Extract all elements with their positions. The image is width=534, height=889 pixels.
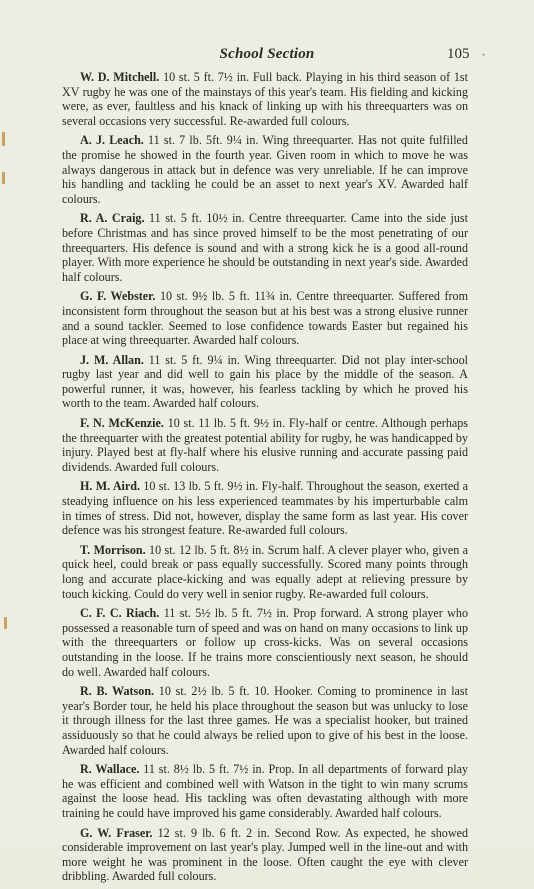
player-description: 10 st. 13 lb. 5 ft. 9½ in. Fly-half. Throughout the season, exerted a steadying influence on his less experienced teammates by his imperturbable calm in times of stress. Did not, however, display the same form as last year. His cover defence was his strongest feature. Re-awarded full colours. — [62, 479, 468, 538]
page-number: 105 — [447, 46, 470, 62]
player-description: 10 st. 9½ lb. 5 ft. 11¾ in. Centre threequarter. Suffered from inconsistent form throughout the season but at his best was a strong elusive runner and a sound tackler. Seemed to lose confidence towards Easter but regained his place at wing threequarter. Awarded half colours. — [62, 289, 469, 348]
player-name: R. A. Craig. — [80, 211, 145, 226]
player-description: 11 st. 7 lb. 5ft. 9¼ in. Wing threequarter. Has not quite fulfilled the promise he showed in the fourth year. Given room in which to move he was always dangerous in attack but in defence was very unreliable. If he can improve his handling and tackling he could be an asset to next year's XV. Awarded half colours. — [62, 133, 468, 206]
player-name: J. M. Allan. — [80, 352, 144, 367]
margin-mark — [4, 617, 7, 629]
player-name: H. M. Aird. — [80, 479, 141, 494]
player-name: W. D. Mitchell. — [80, 70, 160, 84]
player-entry — [62, 211, 468, 284]
player-entry — [62, 416, 468, 474]
player-entry — [62, 826, 468, 884]
player-entry — [62, 543, 468, 601]
section-title: School Section — [219, 46, 315, 62]
player-entry — [62, 353, 468, 411]
player-entry — [62, 762, 468, 820]
player-description: 10 st. 12 lb. 5 ft. 8½ in. Scrum half. A clever player who, given a quick heel, could break or pass equally successfully. Scored many points through long and accurate place-kicking and was equally adept at relieving pressure by touch kicking. Could do very well in senior rugby. Re-awarded full colours. — [62, 542, 468, 601]
player-entry — [62, 70, 468, 128]
player-name: G. F. Webster. — [80, 289, 156, 304]
player-entry — [62, 479, 468, 537]
player-entry — [62, 684, 468, 757]
player-description: 11 st. 5 ft. 10½ in. Centre threequarter. Came into the side just before Christmas and has since proved himself to be the most penetrating of our threequarters. His defence is sound and with a strong kick he is a good all-round player. With more experience he should be outstanding in next year's side. Awarded half colours. — [62, 211, 468, 284]
margin-mark — [2, 172, 5, 184]
player-name: A. J. Leach. — [80, 133, 144, 148]
player-description: 10 st. 2½ lb. 5 ft. 10. Hooker. Coming to prominence in last year's Border tour, he held his place throughout the season but was unlucky to lose it through illness for the last three games. He was a specialist hooker, but trained assiduously so that he could always be relied upon to give of his best in the loose. Awarded half colours. — [62, 684, 468, 757]
player-entry — [62, 606, 468, 679]
player-name: C. F. C. Riach. — [80, 606, 160, 621]
player-name: R. Wallace. — [80, 762, 140, 777]
player-description: 12 st. 9 lb. 6 ft. 2 in. Second Row. As expected, he showed considerable improvement on last year's play. Jumped well in the line-out and with more weight he was prominent in the loose. Often caught the eye with clever dribbling. Awarded full colours. — [62, 825, 469, 884]
margin-mark — [2, 132, 5, 146]
player-name: T. Morrison. — [80, 542, 146, 557]
player-description: 11 st. 5½ lb. 5 ft. 7½ in. Prop forward. A strong player who possessed a reasonable turn of speed and was on hand on many occasions to link up with the threequarters or follow up cross-kicks. Was on several occasions outstanding in the loose. If he trains more conscientiously next season, he should do well. Awarded half colours. — [62, 606, 468, 679]
player-name: F. N. McKenzie. — [80, 416, 164, 431]
player-name: R. B. Watson. — [80, 684, 155, 699]
player-description: 11 st. 5 ft. 9¼ in. Wing threequarter. Did not play inter-school rugby last year and did well to gain his place by the middle of the season. A powerful runner, it was, however, his fearless tackling by which he proved his worth to the team. Awarded half colours. — [62, 352, 469, 411]
player-entry — [62, 289, 468, 347]
player-description: 10 st. 5 ft. 7½ in. Full back. Playing in his third season of 1st XV rugby he was one of the mainstays of this year's team. His fielding and kicking were, as ever, faultless and his knack of linking up with his threequarters was on several occasions very successful. Re-awarded full colours. — [62, 70, 468, 128]
player-description: 11 st. 8½ lb. 5 ft. 7½ in. Prop. In all departments of forward play he was efficient and combined well with Watson in the tight to win many scrums against the loose head. His tackling was often devastating although with more training he could have improved his game considerably. Awarded half colours. — [62, 762, 468, 820]
decorative-dot: • — [482, 50, 486, 60]
player-entry — [62, 133, 468, 206]
player-name: G. W. Fraser. — [80, 825, 153, 840]
player-description: 10 st. 11 lb. 5 ft. 9½ in. Fly-half or centre. Although perhaps the threequarter with the greatest potential ability for rugby, he was handicapped by injury. Played best at fly-half where his elusive running and accurate passing paid dividends. Awarded full colours. — [62, 416, 468, 474]
page-header — [0, 46, 534, 66]
player-reports — [62, 70, 468, 889]
